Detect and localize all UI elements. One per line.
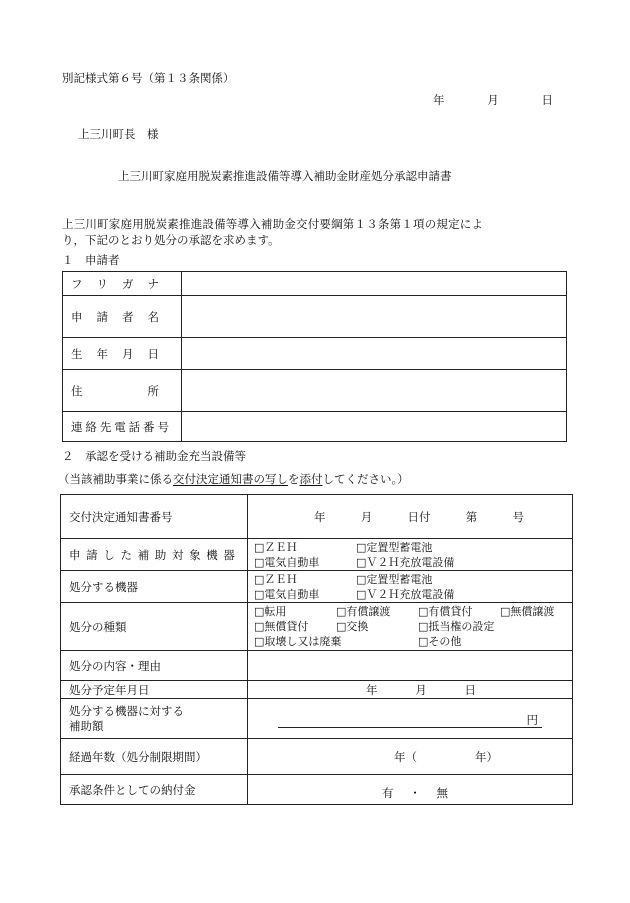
payment-yes[interactable]: 有	[382, 785, 394, 800]
note-underline-2: 添付	[299, 472, 323, 486]
notice-number-label: 交付決定通知書番号	[61, 495, 248, 539]
furigana-field[interactable]	[182, 272, 567, 296]
checkbox-free-lease[interactable]: □無償貸付	[254, 620, 309, 633]
section1-heading: １ 申請者	[62, 253, 120, 267]
notice-month: 月	[360, 509, 373, 524]
scheduled-date-field[interactable]	[248, 681, 573, 699]
addressee: 上三川町長 様	[78, 127, 159, 141]
yen-unit: 円	[278, 713, 542, 728]
checkbox-battery[interactable]: □定置型蓄電池	[356, 540, 433, 554]
address-label: 住 所	[63, 370, 182, 412]
notice-dai: 第	[465, 509, 478, 524]
elapsed-year-close: 年）	[475, 749, 498, 764]
table-row	[63, 272, 567, 296]
table-row	[61, 495, 573, 539]
table-row	[61, 739, 573, 775]
content-reason-label: 処分の内容・理由	[61, 651, 248, 681]
address-field[interactable]	[182, 370, 567, 412]
table-row	[61, 539, 573, 571]
phone-field[interactable]	[182, 412, 567, 442]
checkbox-demolition[interactable]: □取壊し又は廃棄	[254, 635, 342, 648]
table-row	[61, 571, 573, 603]
checkbox-other[interactable]: □その他	[418, 635, 462, 648]
note-underline-1: 交付決定通知書の写し	[173, 472, 288, 486]
scheduled-day: 日	[464, 682, 476, 697]
checkbox-mortgage[interactable]: □抵当権の設定	[418, 620, 495, 633]
equipment-table	[60, 494, 573, 805]
note-post: してください。）	[322, 472, 409, 486]
table-row	[63, 412, 567, 442]
applicant-name-field[interactable]	[182, 296, 567, 338]
checkbox-ev[interactable]: □電気自動車	[254, 587, 320, 601]
table-row	[63, 370, 567, 412]
checkbox-exchange[interactable]: □交換	[336, 620, 369, 633]
subsidy-amount-field[interactable]	[248, 699, 573, 739]
birthdate-label: 生 年 月 日	[63, 338, 182, 370]
checkbox-battery[interactable]: □定置型蓄電池	[356, 572, 433, 586]
date-day: 日	[541, 93, 553, 107]
notice-number-field[interactable]	[248, 495, 573, 539]
intro-line-2: り，下記のとおり処分の承認を求めます。	[62, 233, 280, 247]
scheduled-year: 年	[366, 682, 378, 697]
intro-line-1: 上三川町家庭用脱炭素推進設備等導入補助金交付要綱第１３条第１項の規定によ	[62, 217, 484, 231]
payment-no[interactable]: 無	[436, 785, 448, 800]
elapsed-year-open: 年（	[394, 749, 417, 764]
payment-label: 承認条件としての納付金	[61, 775, 248, 805]
checkbox-ev[interactable]: □電気自動車	[254, 555, 320, 569]
checkbox-diversion[interactable]: □転用	[254, 605, 287, 618]
checkbox-v2h[interactable]: □Ｖ２Ｈ充放電設備	[356, 555, 455, 569]
date-line	[433, 92, 553, 108]
note-pre: （当該補助事業に係る	[58, 472, 173, 486]
payment-field[interactable]	[248, 775, 573, 805]
checkbox-paid-transfer[interactable]: □有償譲渡	[336, 605, 391, 618]
note-mid: を	[288, 472, 300, 486]
disposal-type-label: 処分の種類	[61, 603, 248, 651]
attachment-note	[58, 471, 409, 487]
checkbox-zeh[interactable]: □ＺＥＨ	[254, 572, 298, 586]
form-number: 別記様式第６号（第１３条関係）	[62, 71, 235, 85]
target-equipment-label: 申 請 し た 補 助 対 象 機 器	[61, 539, 248, 571]
phone-label: 連 絡 先 電 話 番 号	[63, 412, 182, 442]
checkbox-free-transfer[interactable]: □無償譲渡	[500, 605, 555, 618]
elapsed-years-label: 経過年数（処分制限期間）	[61, 739, 248, 775]
scheduled-month: 月	[415, 682, 427, 697]
table-row	[61, 603, 573, 651]
furigana-label: フ リ ガ ナ	[63, 272, 182, 296]
table-row	[63, 296, 567, 338]
disposal-equipment-options	[248, 571, 573, 603]
subsidy-amount-label	[61, 699, 248, 739]
date-month: 月	[487, 93, 499, 107]
notice-go: 号	[512, 509, 524, 524]
checkbox-v2h[interactable]: □Ｖ２Ｈ充放電設備	[356, 587, 455, 601]
scheduled-date-label: 処分予定年月日	[61, 681, 248, 699]
applicant-name-label: 申 請 者 名	[63, 296, 182, 338]
notice-year: 年	[314, 509, 326, 524]
checkbox-zeh[interactable]: □ＺＥＨ	[254, 540, 298, 554]
subsidy-amount-label-2: 補助額	[69, 718, 104, 733]
content-reason-field[interactable]	[248, 651, 573, 681]
table-row	[61, 681, 573, 699]
payment-separator: ・	[409, 785, 421, 800]
table-row	[61, 699, 573, 739]
birthdate-field[interactable]	[182, 338, 567, 370]
applicant-table	[62, 271, 567, 442]
checkbox-paid-lease[interactable]: □有償貸付	[418, 605, 473, 618]
table-row	[61, 651, 573, 681]
disposal-type-options	[248, 603, 573, 651]
date-year: 年	[433, 93, 445, 107]
page-title: 上三川町家庭用脱炭素推進設備等導入補助金財産処分承認申請書	[118, 169, 452, 183]
elapsed-years-field[interactable]	[248, 739, 573, 775]
subsidy-amount-label-1: 処分する機器に対する	[69, 703, 184, 718]
table-row	[63, 338, 567, 370]
target-equipment-options	[248, 539, 573, 571]
section2-heading: ２ 承認を受ける補助金充当設備等	[62, 449, 246, 463]
disposal-equipment-label: 処分する機器	[61, 571, 248, 603]
notice-dated: 日付	[407, 509, 431, 524]
table-row	[61, 775, 573, 805]
